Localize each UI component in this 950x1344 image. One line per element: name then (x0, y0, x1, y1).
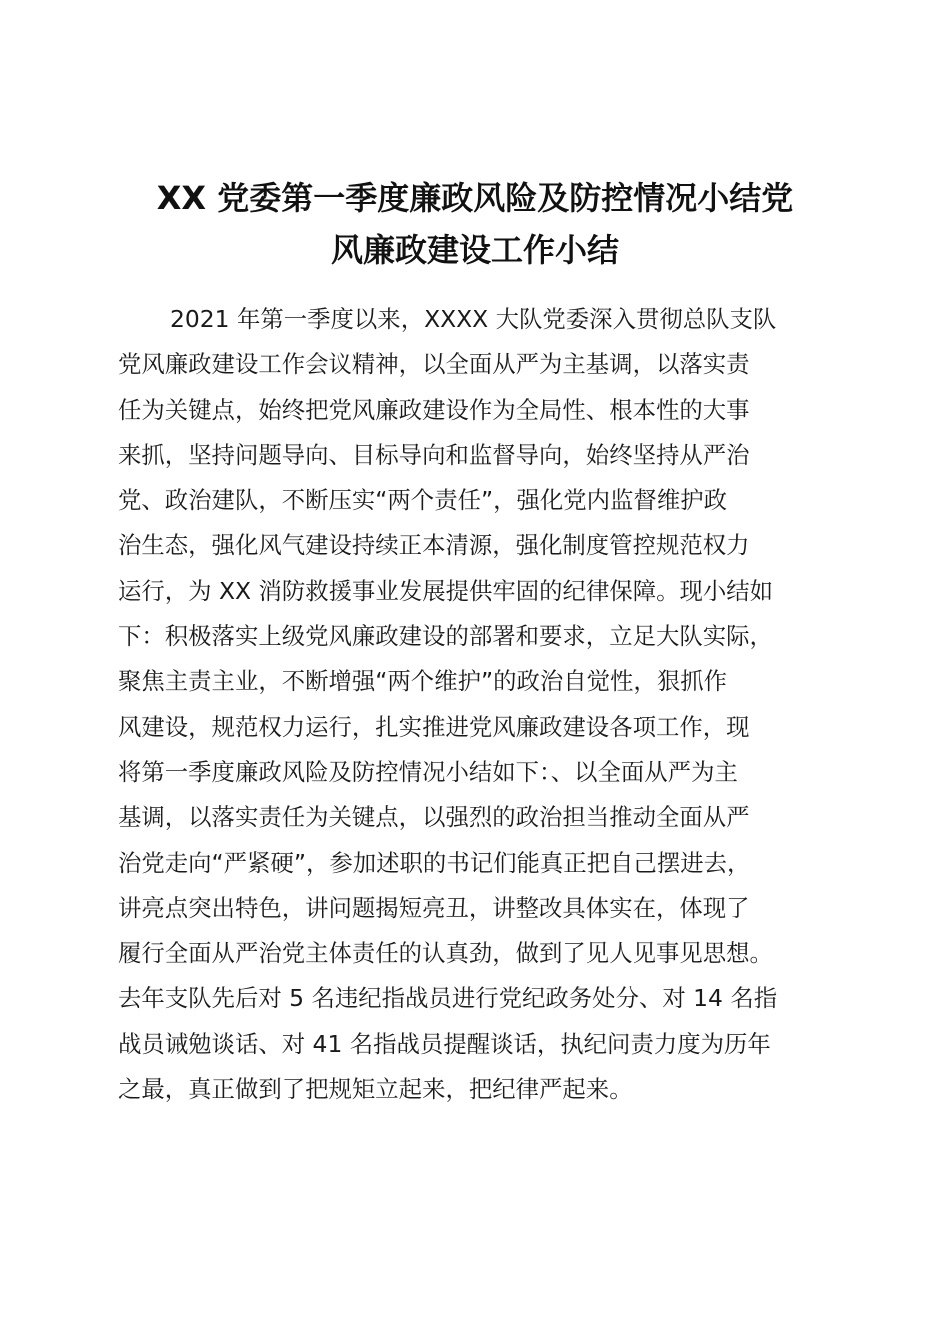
document-title (110, 172, 840, 276)
paragraph-line: 风建设，规范权力运行，扎实推进党风廉政建设各项工作，现 (118, 712, 750, 741)
title-line: XX 党委第一季度廉政风险及防控情况小结党 (156, 179, 794, 217)
paragraph-line: 党风廉政建设工作会议精神，以全面从严为主基调，以落实责 (118, 350, 750, 379)
paragraph-line: 之最，真正做到了把规矩立起来，把纪律严起来。 (118, 1075, 633, 1104)
paragraph-line: 去年支队先后对 5 名违纪指战员进行党纪政务处分、对 14 名指 (118, 984, 778, 1013)
paragraph-line: 运行，为 XX 消防救援事业发展提供牢固的纪律保障。现小结如 (118, 576, 774, 605)
paragraph-line: 治生态，强化风气建设持续正本清源，强化制度管控规范权力 (118, 531, 750, 560)
paragraph-line: 将第一季度廉政风险及防控情况小结如下：、以全面从严为主 (118, 757, 738, 786)
paragraph-line: 下：积极落实上级党风廉政建设的部署和要求，立足大队实际， (118, 622, 773, 651)
paragraph-line: 治党走向“严紧硬”，参加述职的书记们能真正把自己摆进去， (118, 848, 751, 877)
paragraph-line: 党、政治建队，不断压实“两个责任”，强化党内监督维护政 (118, 486, 727, 515)
paragraph-line: 战员诫勉谈话、对 41 名指战员提醒谈话，执纪问责力度为历年 (118, 1029, 771, 1058)
paragraph-line: 履行全面从严治党主体责任的认真劲，做到了见人见事见思想。 (118, 939, 773, 968)
paragraph-line: 任为关键点，始终把党风廉政建设作为全局性、根本性的大事 (118, 395, 750, 424)
title-line: 风廉政建设工作小结 (330, 231, 619, 269)
paragraph-line: 2021 年第一季度以来，XXXX 大队党委深入贯彻总队支队 (170, 305, 777, 333)
paragraph-line: 来抓，坚持问题导向、目标导向和监督导向，始终坚持从严治 (118, 440, 750, 469)
paragraph-line: 基调，以落实责任为关键点，以强烈的政治担当推动全面从严 (118, 803, 750, 832)
paragraph-line: 讲亮点突出特色，讲问题揭短亮丑，讲整改具体实在，体现了 (118, 893, 750, 922)
paragraph-line: 聚焦主责主业，不断增强“两个维护”的政治自觉性，狠抓作 (118, 667, 727, 696)
body-paragraph (118, 297, 858, 1112)
